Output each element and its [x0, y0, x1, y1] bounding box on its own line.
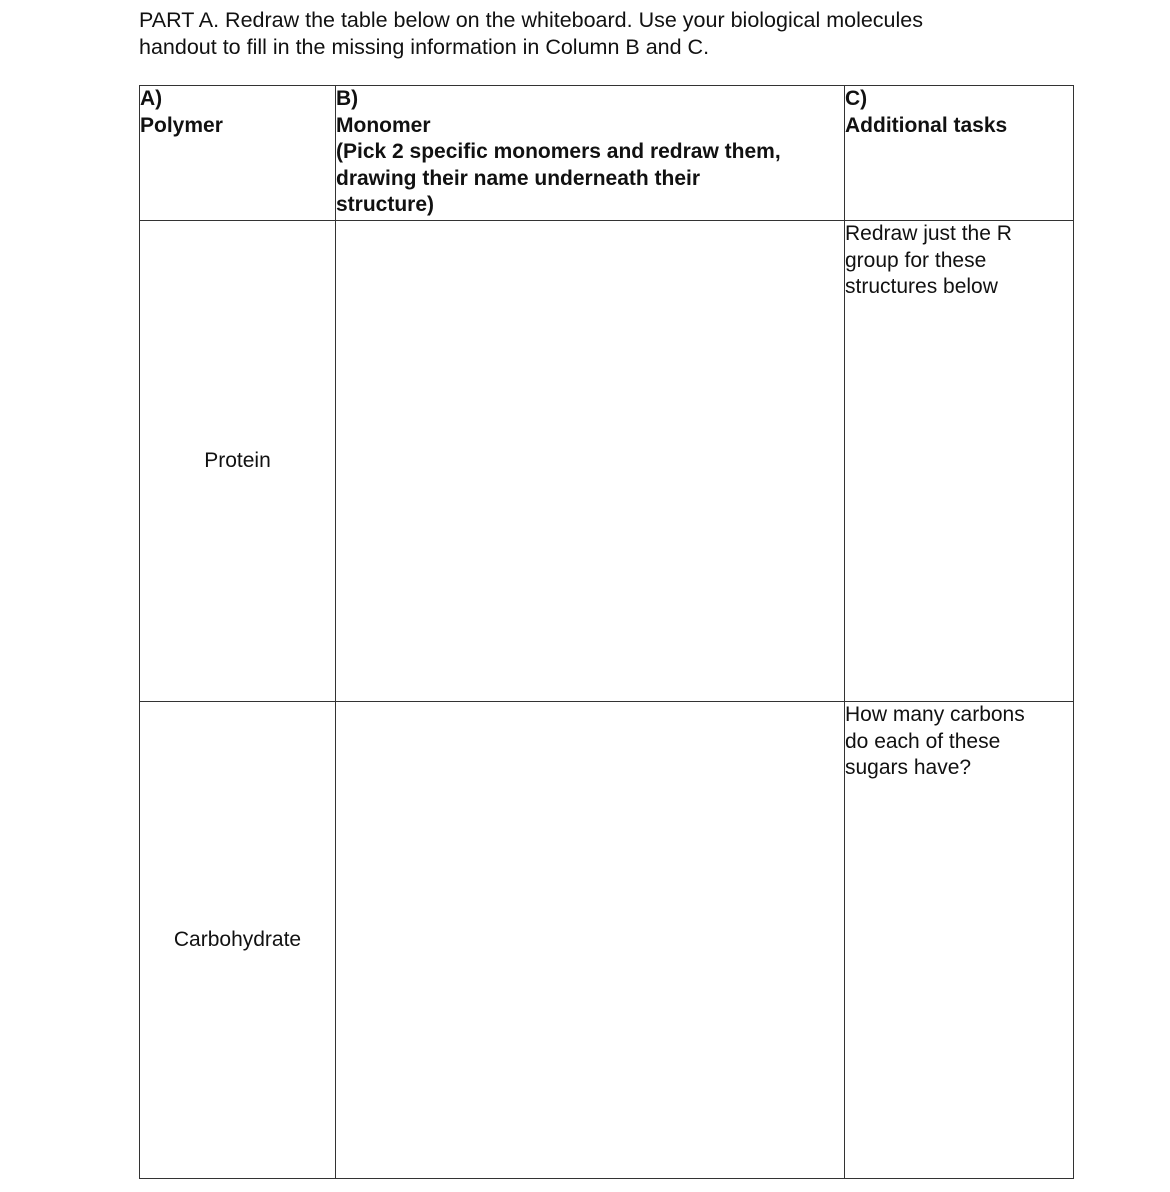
table-row: [140, 702, 1074, 1179]
task-line-3: structures below: [845, 275, 998, 298]
worksheet-table: [139, 85, 1074, 1179]
instructions-line-2: handout to fill in the missing information in Column B and C.: [139, 34, 710, 59]
header-tasks-title: Additional tasks: [845, 113, 1008, 137]
header-polymer: [140, 86, 336, 221]
header-monomer-note-2: drawing their name underneath their: [336, 166, 701, 190]
task-line-1: How many carbons: [845, 703, 1025, 726]
instructions: [139, 7, 1099, 60]
header-polymer-title: Polymer: [140, 113, 223, 137]
table-header-row: [140, 86, 1074, 221]
task-cell: [845, 221, 1074, 702]
task-cell: [845, 702, 1074, 1179]
polymer-name: Protein: [204, 449, 271, 472]
polymer-name: Carbohydrate: [173, 928, 302, 951]
header-monomer-note-3: structure): [336, 193, 435, 216]
table-row: [140, 221, 1074, 702]
task-line-2: group for these: [845, 248, 987, 272]
task-line-1: Redraw just the R: [845, 222, 1012, 245]
header-tasks-letter: C): [845, 87, 868, 110]
header-monomer-title: Monomer: [336, 113, 431, 137]
task-line-3: sugars have?: [845, 756, 972, 779]
monomer-blank-cell: [336, 221, 845, 702]
monomer-blank-cell: [336, 702, 845, 1179]
header-monomer-letter: B): [336, 87, 359, 110]
polymer-cell: [140, 221, 336, 702]
instructions-line-1: PART A. Redraw the table below on the whiteboard. Use your biological molecules: [139, 8, 923, 32]
header-additional-tasks: [845, 86, 1074, 221]
header-polymer-letter: A): [140, 87, 163, 110]
task-line-2: do each of these: [845, 729, 1001, 753]
polymer-cell: [140, 702, 336, 1179]
header-monomer: [336, 86, 845, 221]
header-monomer-note-1: (Pick 2 specific monomers and redraw them,: [336, 140, 781, 163]
